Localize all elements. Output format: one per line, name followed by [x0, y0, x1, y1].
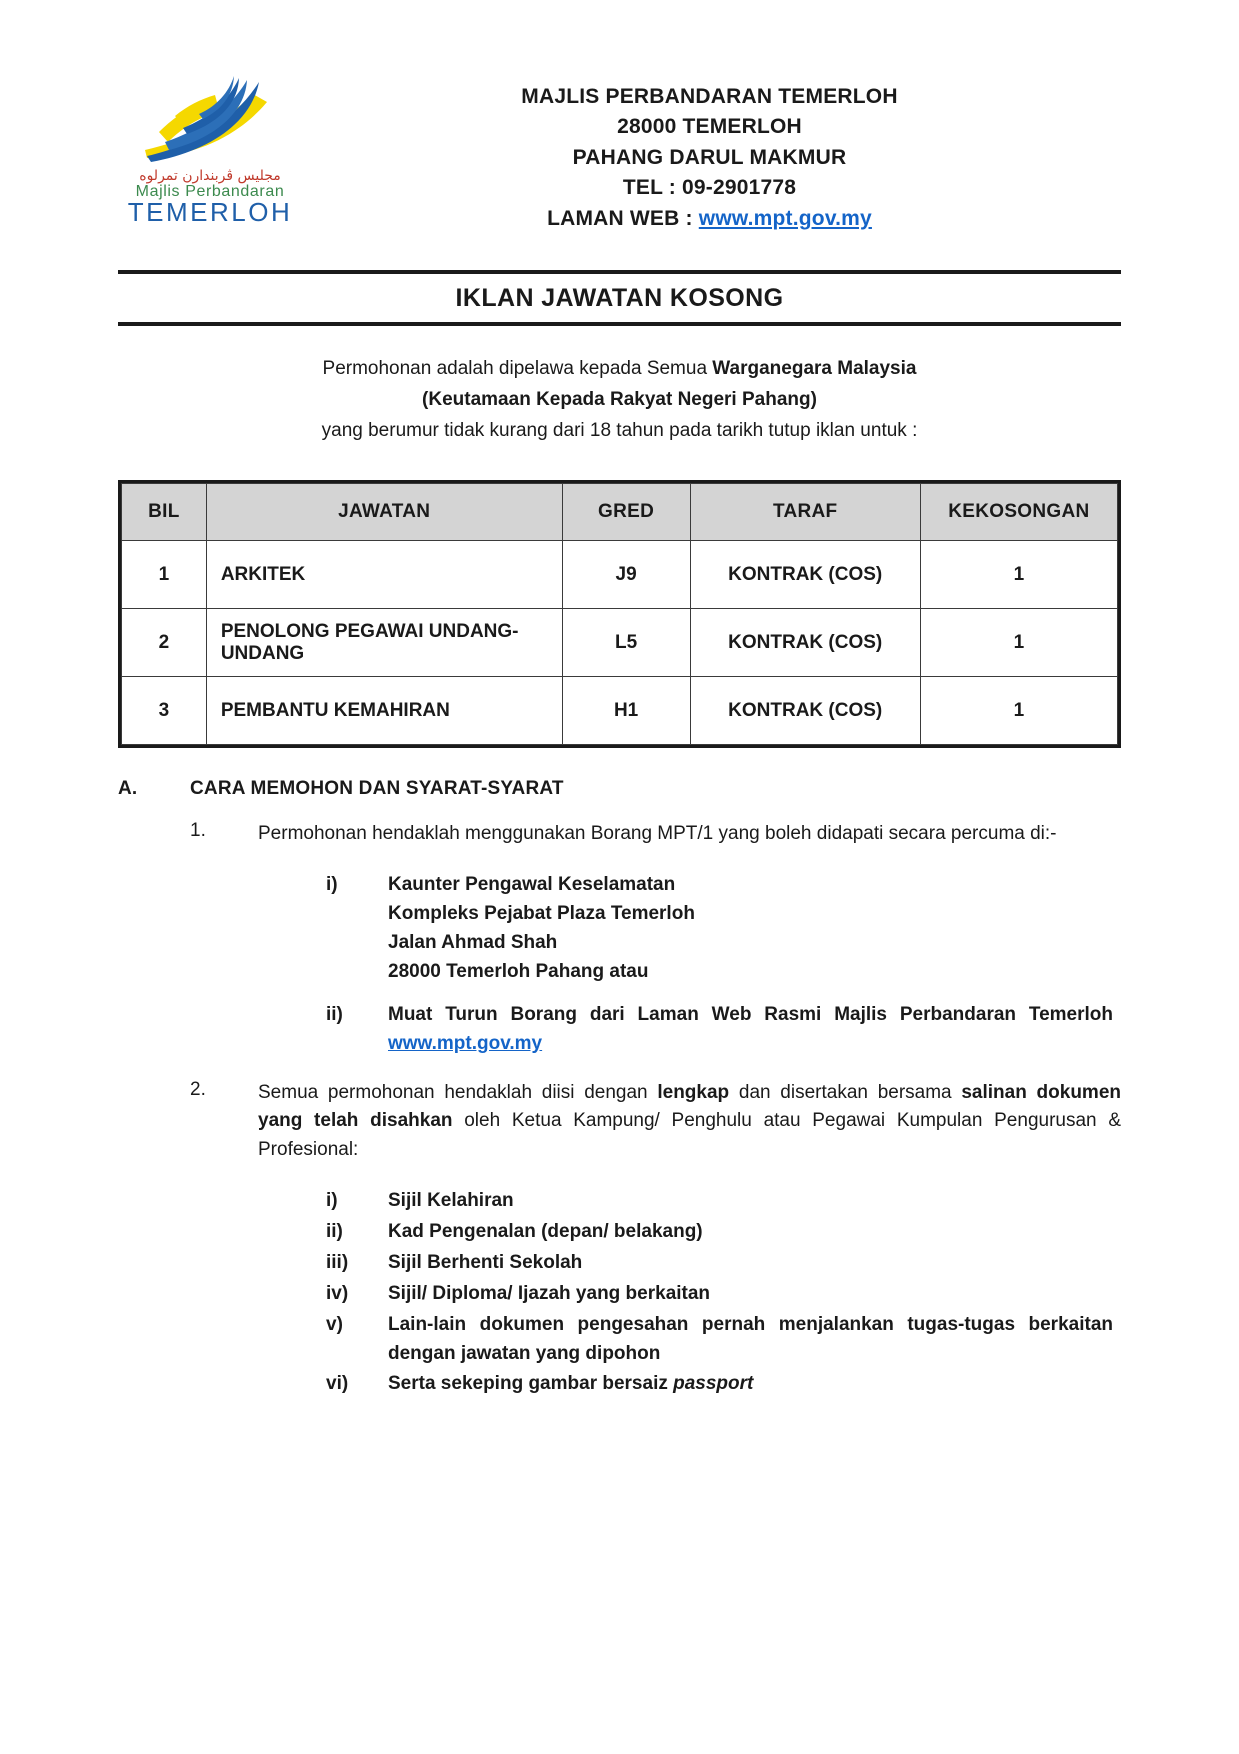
address-line-2: Kompleks Pejabat Plaza Temerloh: [388, 903, 695, 925]
cell-bil: 1: [122, 541, 207, 609]
document-item-iv: [118, 1280, 1121, 1309]
document-item-v-marker: v): [326, 1313, 343, 1335]
document-item-vi-italic: passport: [673, 1373, 754, 1395]
document-item-vi-text: [388, 1370, 1121, 1399]
page-title: IKLAN JAWATAN KOSONG: [455, 284, 784, 313]
cell-jawatan: PENOLONG PEGAWAI UNDANG-UNDANG: [206, 609, 562, 677]
cell-kekosongan: 1: [920, 677, 1117, 745]
list-item-1: [118, 820, 1121, 849]
section-a-heading: [118, 778, 1121, 800]
document-item-iii-text: Sijil Berhenti Sekolah: [388, 1251, 583, 1273]
list-item-1-marker: 1.: [190, 820, 206, 842]
title-rule-bottom: [118, 322, 1121, 326]
table-row: [122, 677, 1118, 745]
intro-line-2-bold: (Keutamaan Kepada Rakyat Negeri Pahang): [422, 388, 817, 410]
column-header-jawatan: JAWATAN: [206, 484, 562, 541]
header-organization: MAJLIS PERBANDARAN TEMERLOH: [521, 85, 898, 108]
document-item-v: [118, 1311, 1121, 1369]
document-item-i: [118, 1187, 1121, 1216]
cell-bil: 2: [122, 609, 207, 677]
item2-bold1: lengkap: [657, 1081, 730, 1103]
document-item-ii: [118, 1218, 1121, 1247]
list-item-1-sublist: [118, 871, 1121, 1058]
column-header-taraf: TARAF: [690, 484, 920, 541]
table-header-row: [122, 484, 1118, 541]
header-website-link[interactable]: www.mpt.gov.my: [698, 206, 872, 230]
section-a: [118, 778, 1121, 1399]
header-website-line: [300, 204, 1119, 234]
sublist-item-i-marker: i): [326, 874, 338, 896]
logo-majlis-perbandaran-text: Majlis Perbandaran: [135, 183, 285, 200]
download-form-link[interactable]: www.mpt.gov.my: [388, 1032, 543, 1054]
document-item-vi-marker: vi): [326, 1373, 349, 1395]
item2-bold2: salinan dokumen yang telah disahkan: [258, 1081, 1121, 1132]
list-item-2-text: [258, 1079, 1121, 1166]
address-line-4: 28000 Temerloh Pahang atau: [388, 960, 649, 982]
intro-line-1-plain: Permohonan adalah dipelawa kepada Semua: [322, 358, 713, 380]
sublist-item-ii: [118, 1001, 1121, 1059]
document-item-iv-marker: iv): [326, 1282, 349, 1304]
cell-taraf: KONTRAK (COS): [690, 541, 920, 609]
document-item-iii: [118, 1249, 1121, 1278]
section-a-marker: A.: [118, 778, 138, 800]
address-line-1: Kaunter Pengawal Keselamatan: [388, 874, 676, 896]
header-website-label: LAMAN WEB :: [547, 206, 699, 230]
intro-line-2: [150, 385, 1089, 416]
document-item-ii-text: Kad Pengenalan (depan/ belakang): [388, 1221, 703, 1243]
intro-line-3: yang berumur tidak kurang dari 18 tahun pada tarikh tutup iklan untuk :: [321, 419, 918, 441]
mpt-logo: [0, 72, 300, 225]
vacancy-table: [121, 483, 1118, 745]
document-item-vi-plain: Serta sekeping gambar bersaiz: [388, 1373, 674, 1395]
logo-temerloh-text: TEMERLOH: [127, 197, 293, 227]
sublist-item-ii-marker: ii): [326, 1003, 343, 1025]
cell-bil: 3: [122, 677, 207, 745]
header-address-block: [300, 82, 1239, 234]
table-row: [122, 609, 1118, 677]
document-item-ii-marker: ii): [326, 1221, 343, 1243]
column-header-kekosongan: KEKOSONGAN: [920, 484, 1117, 541]
cell-gred: H1: [562, 677, 690, 745]
intro-line-1: [150, 354, 1089, 385]
cell-kekosongan: 1: [920, 541, 1117, 609]
list-item-2: [118, 1079, 1121, 1166]
document-item-i-text: Sijil Kelahiran: [388, 1190, 514, 1212]
logo-jawi-text: مجليس ڤربندارن تمرلوه: [139, 168, 281, 184]
cell-jawatan: ARKITEK: [206, 541, 562, 609]
item2-part3: oleh Ketua Kampung/ Penghulu atau Pegawai Kumpulan Pengurusan & Profesional:: [258, 1110, 1121, 1161]
cell-taraf: KONTRAK (COS): [690, 609, 920, 677]
cell-jawatan: PEMBANTU KEMAHIRAN: [206, 677, 562, 745]
logo-swoosh-icon: [135, 72, 285, 167]
sublist-item-ii-body: [388, 1001, 1121, 1059]
sublist-item-i-body: [388, 871, 1121, 987]
column-header-bil: BIL: [122, 484, 207, 541]
header-phone: TEL : 09-2901778: [622, 176, 797, 200]
table-row: [122, 541, 1118, 609]
document-header: [0, 0, 1239, 234]
section-a-title: CARA MEMOHON DAN SYARAT-SYARAT: [190, 778, 564, 800]
cell-taraf: KONTRAK (COS): [690, 677, 920, 745]
intro-paragraph: [150, 354, 1089, 446]
item2-part1: Semua permohonan hendaklah diisi dengan: [258, 1081, 658, 1103]
document-item-i-marker: i): [326, 1190, 338, 1212]
item2-part2: dan disertakan bersama: [729, 1081, 962, 1103]
header-state: PAHANG DARUL MAKMUR: [572, 145, 847, 169]
document-item-v-text: Lain-lain dokumen pengesahan pernah menjalankan tugas-tugas berkaitan dengan jawatan yang dipohon: [388, 1313, 1113, 1364]
list-item-2-sublist: [118, 1187, 1121, 1399]
cell-gred: J9: [562, 541, 690, 609]
intro-line-1-bold: Warganegara Malaysia: [712, 358, 917, 380]
column-header-gred: GRED: [562, 484, 690, 541]
document-item-iv-text: Sijil/ Diploma/ Ijazah yang berkaitan: [388, 1282, 711, 1304]
sublist-spacer: [118, 987, 1121, 1001]
header-postcode-city: 28000 TEMERLOH: [617, 115, 802, 139]
address-line-3: Jalan Ahmad Shah: [388, 932, 558, 954]
sublist-item-i: [118, 871, 1121, 987]
list-item-2-marker: 2.: [190, 1078, 206, 1100]
document-item-iii-marker: iii): [326, 1251, 349, 1273]
document-item-vi: [118, 1370, 1121, 1399]
download-form-text: Muat Turun Borang dari Laman Web Rasmi Majlis Perbandaran Temerloh: [388, 1003, 1113, 1025]
list-item-1-text: Permohonan hendaklah menggunakan Borang MPT/1 yang boleh didapati secara percuma di:-: [258, 823, 1057, 845]
cell-gred: L5: [562, 609, 690, 677]
cell-kekosongan: 1: [920, 609, 1117, 677]
vacancy-table-wrapper: [118, 480, 1121, 748]
